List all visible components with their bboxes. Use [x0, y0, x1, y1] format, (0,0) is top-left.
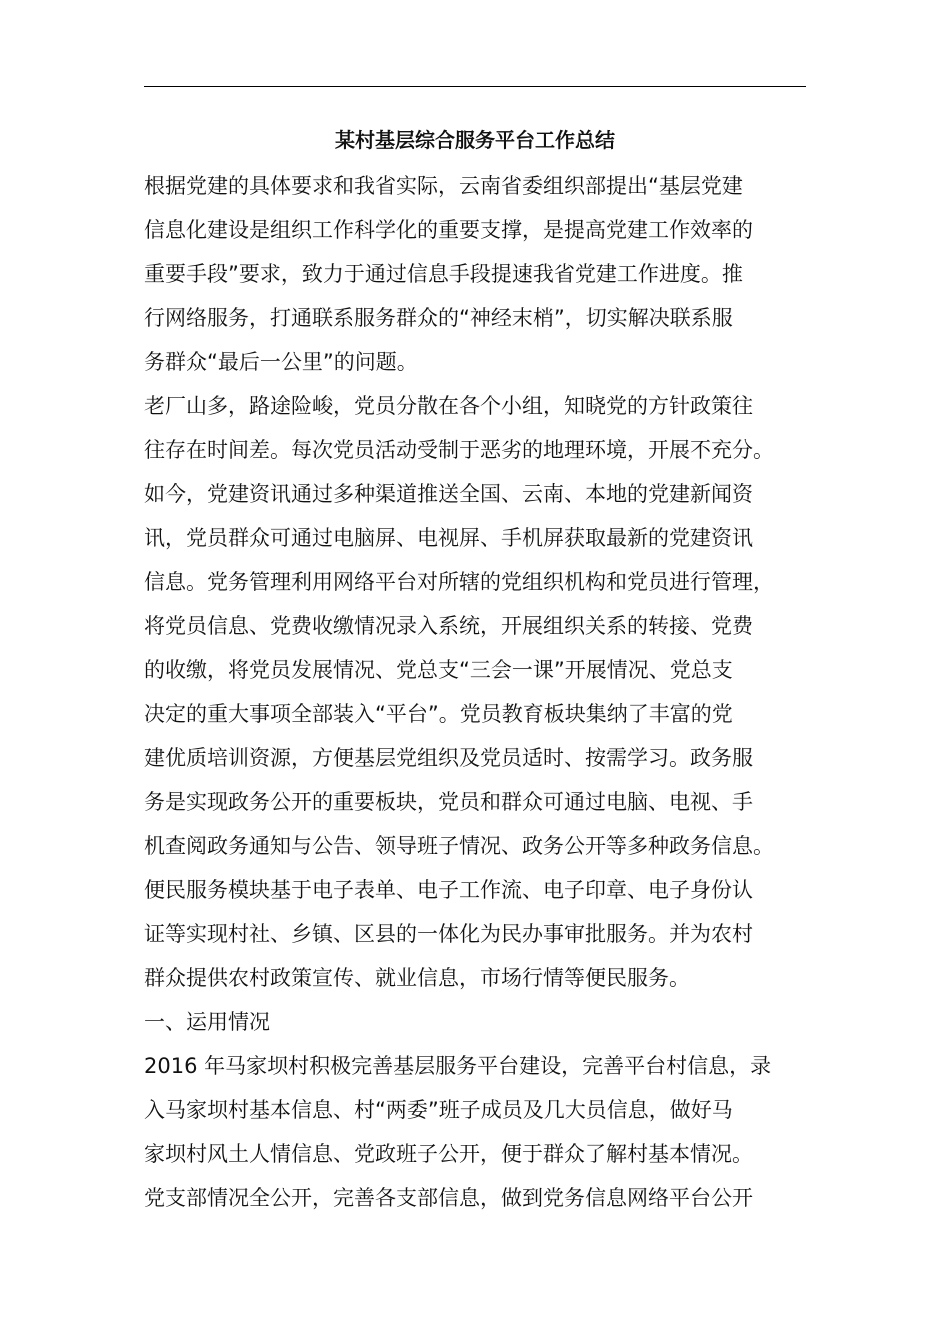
- body-line: 的收缴，将党员发展情况、党总支“三会一课”开展情况、党总支: [144, 658, 733, 682]
- body-line: 入马家坝村基本信息、村“两委”班子成员及几大员信息，做好马: [144, 1098, 733, 1122]
- body-line: 证等实现村社、乡镇、区县的一体化为民办事审批服务。并为农村: [144, 922, 753, 946]
- body-line: 家坝村风土人情信息、党政班子公开，便于群众了解村基本情况。: [144, 1142, 753, 1166]
- body-line: 将党员信息、党费收缴情况录入系统，开展组织关系的转接、党费: [144, 614, 753, 638]
- body-line: 党支部情况全公开，完善各支部信息，做到党务信息网络平台公开: [144, 1186, 753, 1210]
- section-heading: 一、运用情况: [144, 1010, 270, 1034]
- body-line: 决定的重大事项全部装入“平台”。党员教育板块集纳了丰富的党: [144, 702, 733, 726]
- body-line: 根据党建的具体要求和我省实际，云南省委组织部提出“基层党建: [144, 174, 743, 198]
- body-line: 信息。党务管理利用网络平台对所辖的党组织机构和党员进行管理，: [144, 570, 774, 594]
- body-line: 2016 年马家坝村积极完善基层服务平台建设，完善平台村信息，录: [144, 1054, 772, 1078]
- body-line: 务群众“最后一公里”的问题。: [144, 350, 418, 374]
- body-line: 便民服务模块基于电子表单、电子工作流、电子印章、电子身份认: [144, 878, 753, 902]
- body-line: 老厂山多，路途险峻，党员分散在各个小组，知晓党的方针政策往: [144, 394, 753, 418]
- document-title: 某村基层综合服务平台工作总结: [335, 128, 615, 152]
- body-line: 行网络服务，打通联系服务群众的“神经末梢”，切实解决联系服: [144, 306, 733, 330]
- body-line: 建优质培训资源，方便基层党组织及党员适时、按需学习。政务服: [144, 746, 753, 770]
- body-line: 讯，党员群众可通过电脑屏、电视屏、手机屏获取最新的党建资讯: [144, 526, 753, 550]
- body-line: 往存在时间差。每次党员活动受制于恶劣的地理环境，开展不充分。: [144, 438, 774, 462]
- body-line: 重要手段”要求，致力于通过信息手段提速我省党建工作进度。推: [144, 262, 743, 286]
- body-line: 务是实现政务公开的重要板块，党员和群众可通过电脑、电视、手: [144, 790, 753, 814]
- body-line: 机查阅政务通知与公告、领导班子情况、政务公开等多种政务信息。: [144, 834, 774, 858]
- body-line: 如今，党建资讯通过多种渠道推送全国、云南、本地的党建新闻资: [144, 482, 753, 506]
- document-body: [144, 164, 806, 1220]
- header-rule: [144, 86, 806, 87]
- body-line: 信息化建设是组织工作科学化的重要支撑，是提高党建工作效率的: [144, 218, 753, 242]
- body-line: 群众提供农村政策宣传、就业信息，市场行情等便民服务。: [144, 966, 690, 990]
